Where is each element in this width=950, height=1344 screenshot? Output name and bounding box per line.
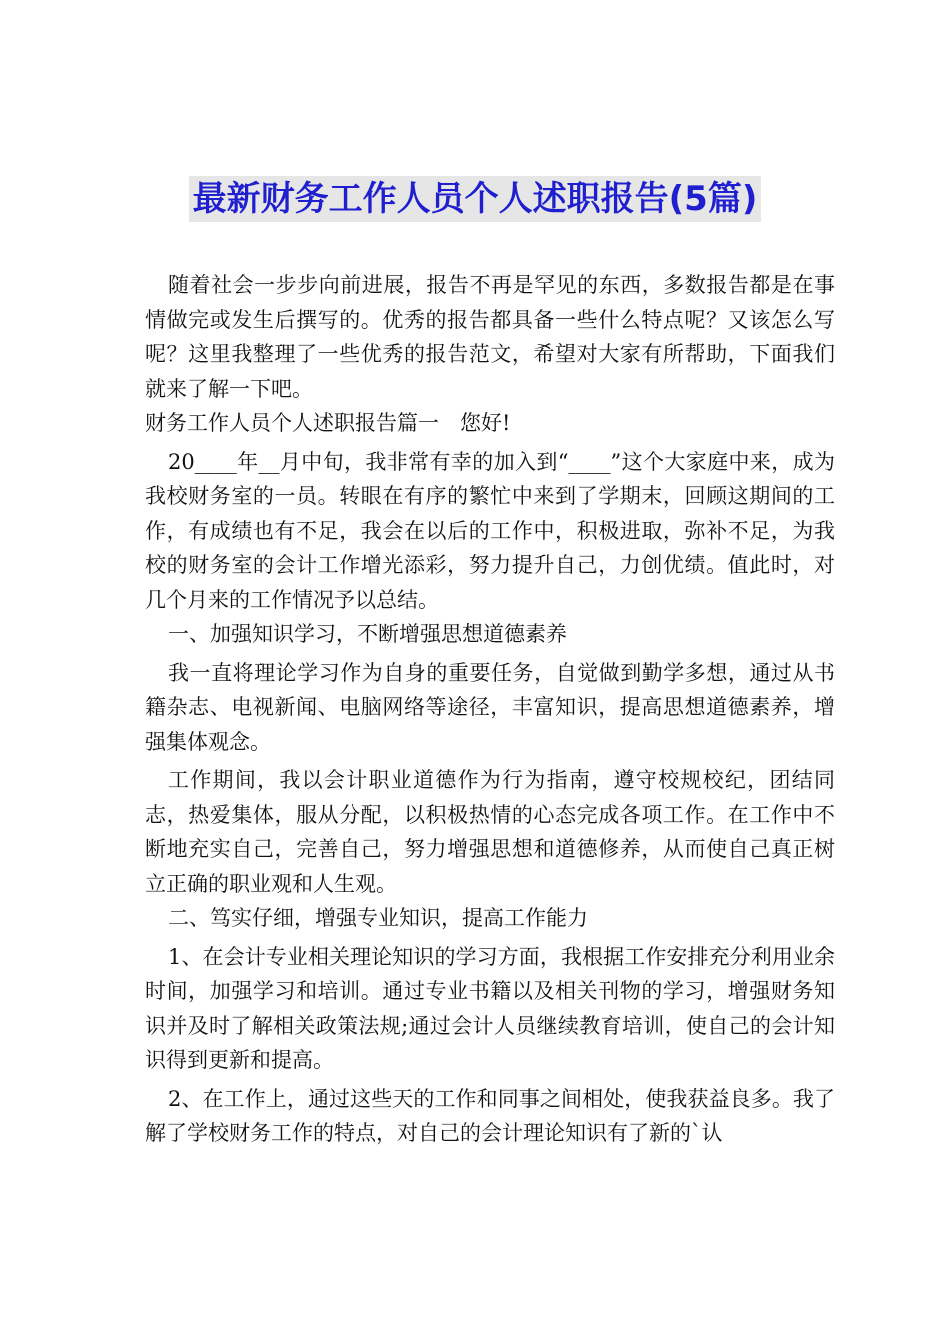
document-title: 最新财务工作人员个人述职报告(5篇)	[189, 176, 762, 222]
document-body	[145, 268, 835, 1151]
body-paragraph: 20____年__月中旬，我非常有幸的加入到“____”这个大家庭中来，成为我校财务室的一员。转眼在有序的繁忙中来到了学期末，回顾这期间的工作，有成绩也有不足，我会在以后的工作中，积极进取，弥补不足，为我校的财务室的会计工作增光添彩，努力提升自己，力创优绩。值此时，对几个月来的工作情况予以总结。	[145, 449, 835, 612]
section-heading-one: 一、加强知识学习，不断增强思想道德素养	[168, 622, 567, 646]
section-heading-chapter-one: 财务工作人员个人述职报告篇一 您好!	[145, 411, 511, 435]
section-heading-two: 二、笃实仔细，增强专业知识，提高工作能力	[168, 906, 588, 930]
intro-paragraph: 随着社会一步步向前进展，报告不再是罕见的东西，多数报告都是在事情做完或发生后撰写的。优秀的报告都具备一些什么特点呢？又该怎么写呢？这里我整理了一些优秀的报告范文，希望对大家有所帮助，下面我们就来了解一下吧。	[145, 273, 835, 401]
body-paragraph: 2、在工作上，通过这些天的工作和同事之间相处，使我获益良多。我了解了学校财务工作的特点，对自己的会计理论知识有了新的`认	[145, 1086, 835, 1145]
body-paragraph: 我一直将理论学习作为自身的重要任务，自觉做到勤学多想，通过从书籍杂志、电视新闻、电脑网络等途径，丰富知识，提高思想道德素养，增强集体观念。	[145, 660, 835, 754]
body-paragraph: 工作期间，我以会计职业道德作为行为指南，遵守校规校纪，团结同志，热爱集体，服从分配，以积极热情的心态完成各项工作。在工作中不断地充实自己，完善自己，努力增强思想和道德修养，从而使自己真正树立正确的职业观和人生观。	[145, 768, 835, 896]
title-container	[0, 176, 950, 222]
body-paragraph: 1、在会计专业相关理论知识的学习方面，我根据工作安排充分利用业余时间，加强学习和培训。通过专业书籍以及相关刊物的学习，增强财务知识并及时了解相关政策法规;通过会计人员继续教育培训，使自己的会计知识得到更新和提高。	[145, 944, 835, 1072]
